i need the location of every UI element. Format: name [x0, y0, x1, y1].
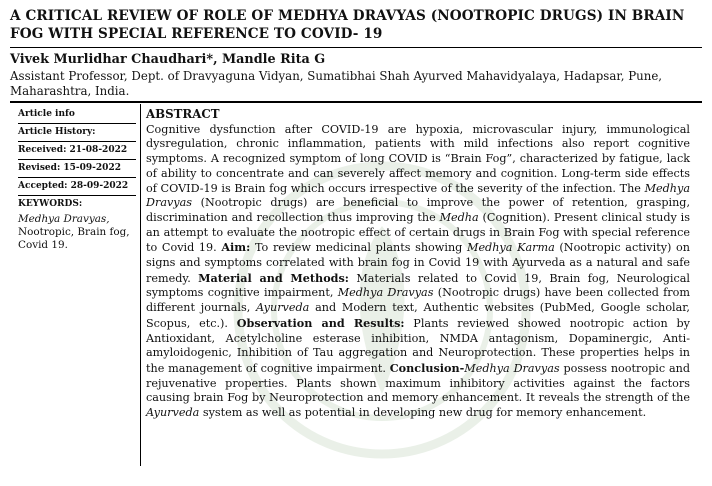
abstract-body: Cognitive dysfunction after COVID-19 are hypoxia, microvascular injury, immunological dysregulation, chronic inflammation, patients with mild infections also report cognitive symptoms. A recognized symptom of long COVID is “Brain Fog”, characterized by fatigue, lack of ability to concentrate and can severely affect memory and cognition. Long-term side effects of COVID-19 is Brain fog which occurs irrespective of the severity of the infection. The Medhya Dravyas (Nootropic drugs) are beneficial to improve the power of retention, grasping, discrimination and recollection thus improving the Medha (Cognition). Present clinical study is an attempt to evaluate the nootropic effect of certain drugs in Brain Fog with special reference to Covid 19. Aim: To review medicinal plants showing Medhya Karma (Nootropic activity) on signs and symptoms correlated with brain fog in Covid 19 with Ayurveda as a natural and safe remedy. Material and Methods: Materials related to Covid 19, Brain fog, Neurological symptoms cognitive impairment, Medhya Dravyas (Nootropic drugs) have been collected from different journals, Ayurveda and Modern text, Authentic websites (PubMed, Google scholar, Scopus, etc.). Observation and Results: Plants reviewed showed nootropic action by Antioxidant, Acetylcholine esterase inhibition, NMDA antagonism, Dopaminergic, Anti-amyloidogenic, Inhibition of Tau aggregation and Neuroprotection. These properties helps in the management of cognitive impairment. Conclusion-Medhya Dravyas possess nootropic and rejuvenative properties. Plants shown maximum inhibitory activities against the factors causing brain Fog by Neuroprotection and memory enhancement. It reveals the strength of the Ayurveda system as well as potential in developing new drug for memory enhancement.	[146, 122, 691, 420]
authors: Vivek Murlidhar Chaudhari*, Mandle Rita G	[10, 52, 326, 67]
article-info-heading: Article info	[18, 106, 136, 124]
affiliation: Assistant Professor, Dept. of Dravyaguna Vidyan, Sumatibhai Shah Ayurved Mahavidyalaya, Hadapsar, Pune, Maharashtra, India.	[10, 69, 663, 98]
title-divider	[10, 47, 702, 48]
accepted-date: Accepted: 28-09-2022	[18, 178, 136, 196]
abstract	[146, 107, 690, 421]
keywords-label: KEYWORDS:	[18, 199, 83, 209]
keyword-list: Nootropic, Brain fog, Covid 19.	[18, 226, 130, 251]
keyword-italic: Medhya Dravyas,	[18, 213, 110, 225]
article-history-label: Article History:	[18, 124, 136, 142]
column-divider	[140, 104, 141, 466]
header-divider	[10, 101, 702, 103]
abstract-heading: ABSTRACT	[146, 107, 220, 121]
article-info-panel	[18, 106, 136, 252]
article-title: A CRITICAL REVIEW OF ROLE OF MEDHYA DRAVYAS (NOOTROPIC DRUGS) IN BRAIN FOG WITH SPECIAL REFERENCE TO COVID- 19	[10, 8, 685, 42]
revised-date: Revised: 15-09-2022	[18, 160, 136, 178]
keywords	[18, 211, 136, 252]
received-date: Received: 21-08-2022	[18, 142, 136, 160]
